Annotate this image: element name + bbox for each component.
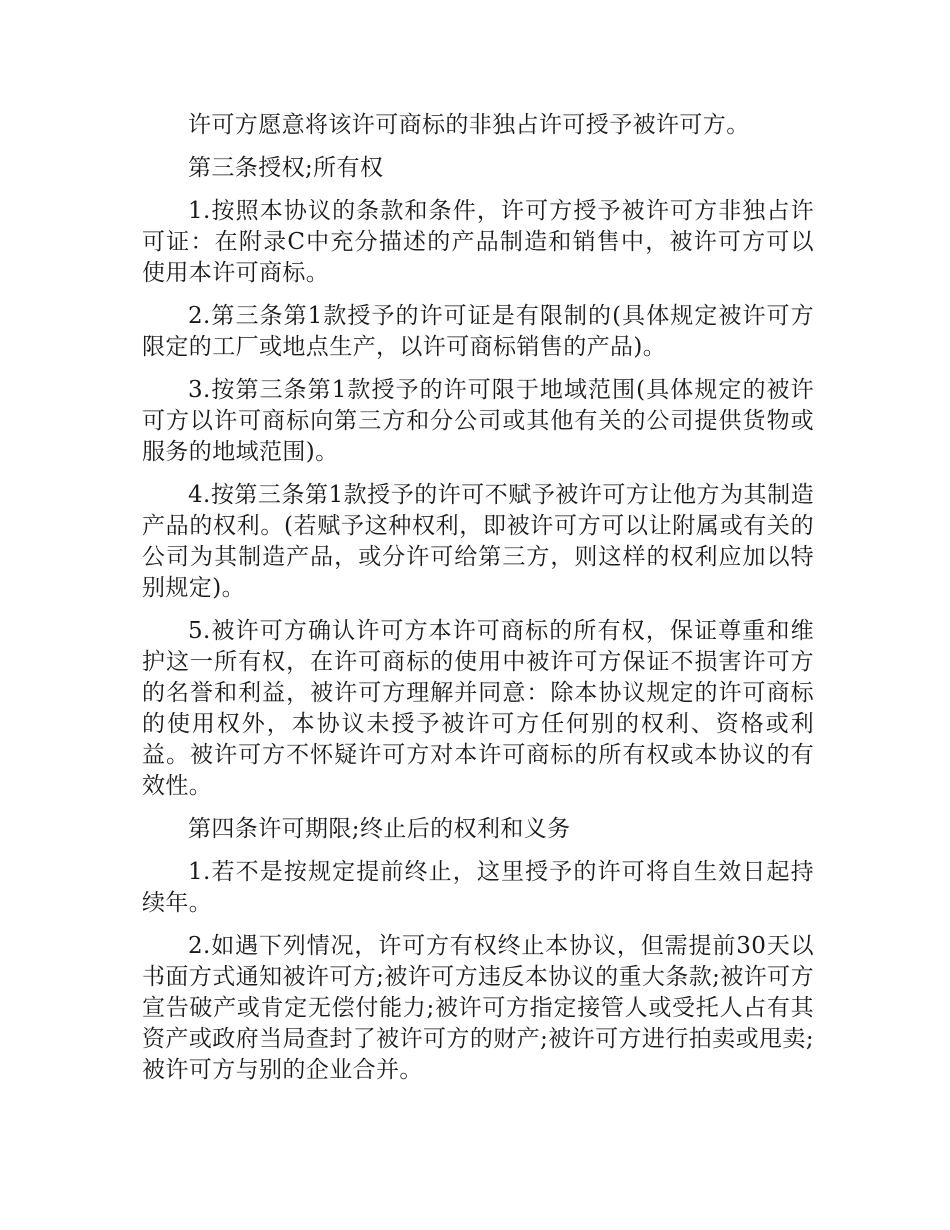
article-3-clause-1: 1.按照本协议的条款和条件，许可方授予被许可方非独占许可证：在附录C中充分描述的产品制造和销售中，被许可方可以使用本许可商标。: [142, 198, 814, 286]
article-3-heading: 第三条授权;所有权: [188, 155, 384, 181]
article-4-heading: 第四条许可期限;终止后的权利和义务: [188, 816, 571, 842]
article-3-clause-5: 5.被许可方确认许可方本许可商标的所有权，保证尊重和维护这一所有权，在许可商标的使用中被许可方保证不损害许可方的名誉和利益，被许可方理解并同意：除本协议规定的许可商标的使用权外，本协议未授予被许可方任何别的权利、资格或利益。被许可方不怀疑许可方对本许可商标的所有权或本协议的有效性。: [142, 618, 814, 799]
article-3-clause-2: 2.第三条第1款授予的许可证是有限制的(具体规定被许可方限定的工厂或地点生产，以许可商标销售的产品)。: [142, 303, 814, 360]
article-4-clause-2: 2.如遇下列情况，许可方有权终止本协议，但需提前30天以书面方式通知被许可方;被许可方违反本协议的重大条款;被许可方宣告破产或肯定无偿付能力;被许可方指定接管人或受托人占有其资产或政府当局查封了被许可方的财产;被许可方进行拍卖或甩卖;被许可方与别的企业合并。: [142, 933, 814, 1083]
article-4-clause-1: 1.若不是按规定提前终止，这里授予的许可将自生效日起持续年。: [142, 859, 814, 916]
article-3-clause-3: 3.按第三条第1款授予的许可限于地域范围(具体规定的被许可方以许可商标向第三方和分公司或其他有关的公司提供货物或服务的地域范围)。: [142, 377, 814, 465]
paragraph-intro: 许可方愿意将该许可商标的非独占许可授予被许可方。: [188, 112, 750, 138]
article-3-clause-4: 4.按第三条第1款授予的许可不赋予被许可方让他方为其制造产品的权利。(若赋予这种权利，即被许可方可以让附属或有关的公司为其制造产品，或分许可给第三方，则这样的权利应加以特别规定)。: [142, 482, 814, 601]
document-body: [142, 110, 814, 1098]
